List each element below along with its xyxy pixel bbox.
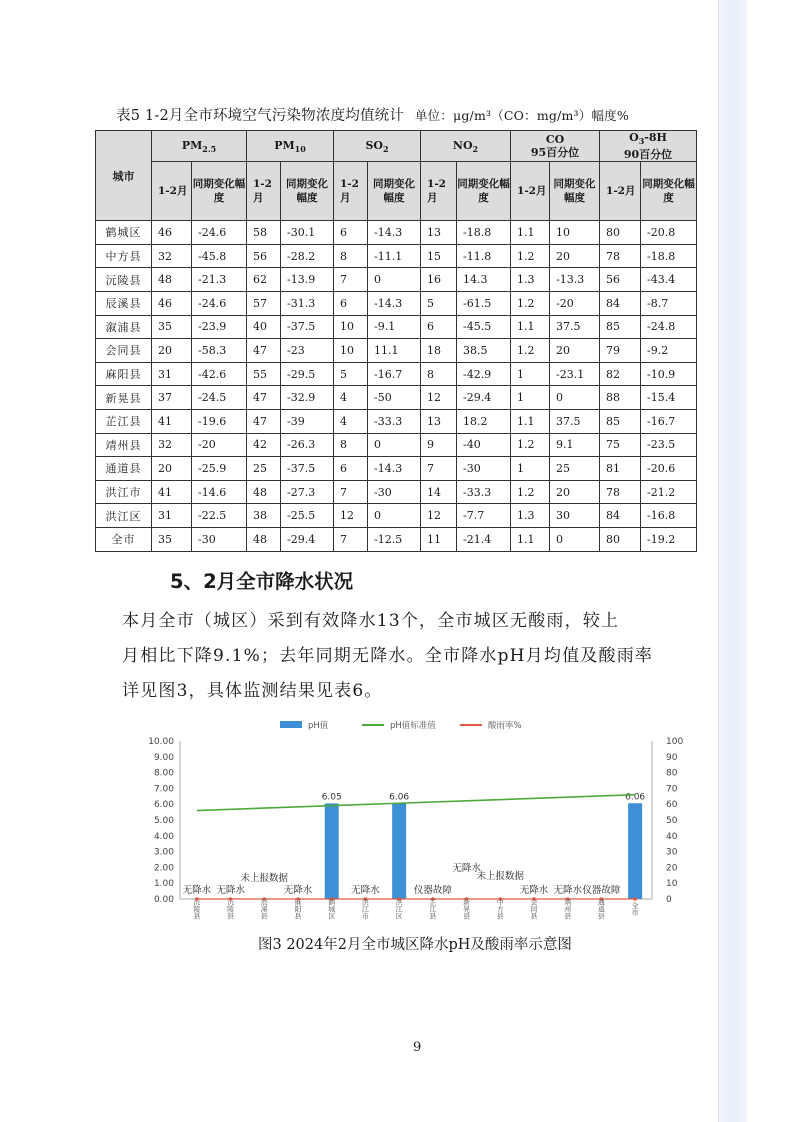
city-cell: 麻阳县 xyxy=(96,362,152,386)
value-cell: 41 xyxy=(152,409,192,433)
value-cell: 1.1 xyxy=(511,315,550,339)
value-cell: 42 xyxy=(247,433,281,457)
value-cell: -39 xyxy=(281,409,334,433)
value-cell: -14.6 xyxy=(192,480,247,504)
value-cell: -25.5 xyxy=(281,504,334,528)
pollutant-header: CO 95百分位 xyxy=(511,131,600,162)
y-right-tick-label: 80 xyxy=(666,768,678,779)
value-cell: 10 xyxy=(334,339,368,363)
value-cell: -43.4 xyxy=(641,268,697,292)
value-cell: -27.3 xyxy=(281,480,334,504)
value-cell: -12.5 xyxy=(368,527,421,551)
table-row xyxy=(96,291,697,315)
period-subheader: 1-2月 xyxy=(511,162,550,221)
value-cell: -20.8 xyxy=(641,221,697,245)
value-cell: -31.3 xyxy=(281,291,334,315)
table-caption-title: 表5 1-2月全市环境空气污染物浓度均值统计 xyxy=(116,108,405,124)
value-cell: 88 xyxy=(600,386,641,410)
value-cell: 20 xyxy=(550,244,600,268)
value-cell: 16 xyxy=(421,268,457,292)
city-cell: 鹤城区 xyxy=(96,221,152,245)
paragraph-line-3: 详见图3，具体监测结果见表6。 xyxy=(122,681,383,701)
value-cell: 62 xyxy=(247,268,281,292)
y-right-tick-label: 50 xyxy=(666,816,678,826)
value-cell: 1.2 xyxy=(511,433,550,457)
period-subheader: 1-2月 xyxy=(247,162,281,221)
value-cell: 4 xyxy=(334,386,368,410)
ph-bar-label: 6.06 xyxy=(625,792,646,803)
table-row xyxy=(96,457,697,481)
pollutant-table xyxy=(95,130,697,552)
value-cell: 8 xyxy=(421,362,457,386)
ph-chart xyxy=(140,713,696,945)
ph-bar xyxy=(392,803,406,899)
value-cell: 84 xyxy=(600,291,641,315)
status-label: 无降水 xyxy=(216,885,245,896)
category-label: 通道县 xyxy=(597,898,606,920)
change-subheader: 同期变化幅度 xyxy=(641,162,697,221)
value-cell: 31 xyxy=(152,362,192,386)
category-label: 洪江区 xyxy=(395,898,404,920)
value-cell: 6 xyxy=(334,221,368,245)
value-cell: 7 xyxy=(334,480,368,504)
y-left-tick-label: 0.00 xyxy=(153,895,174,905)
ph-bar-label: 6.06 xyxy=(389,792,410,803)
value-cell: -40 xyxy=(457,433,511,457)
table-row xyxy=(96,433,697,457)
table-row xyxy=(96,339,697,363)
value-cell: -9.1 xyxy=(368,315,421,339)
table-row xyxy=(96,362,697,386)
value-cell: 57 xyxy=(247,291,281,315)
value-cell: -42.9 xyxy=(457,362,511,386)
category-label: 全市 xyxy=(631,902,640,916)
value-cell: 48 xyxy=(247,480,281,504)
section-heading: 5、2月全市降水状况 xyxy=(170,570,354,593)
pollutant-header: $O_3-8H$ 90百分位 xyxy=(600,131,697,162)
value-cell: 85 xyxy=(600,315,641,339)
value-cell: 9 xyxy=(421,433,457,457)
value-cell: 6 xyxy=(334,291,368,315)
y-right-tick-label: 10 xyxy=(666,879,678,890)
value-cell: 58 xyxy=(247,221,281,245)
value-cell: 13 xyxy=(421,221,457,245)
category-label: 会同县 xyxy=(530,898,538,920)
value-cell: -37.5 xyxy=(281,315,334,339)
value-cell: 13 xyxy=(421,409,457,433)
value-cell: -33.3 xyxy=(368,409,421,433)
y-right-tick-label: 60 xyxy=(666,800,678,811)
value-cell: 81 xyxy=(600,457,641,481)
value-cell: -22.5 xyxy=(192,504,247,528)
change-subheader: 同期变化幅度 xyxy=(550,162,600,221)
category-label: 芷江县 xyxy=(428,898,437,920)
table-row xyxy=(96,480,697,504)
value-cell: 1.3 xyxy=(511,504,550,528)
y-right-tick-label: 90 xyxy=(666,752,678,763)
value-cell: -8.7 xyxy=(641,291,697,315)
value-cell: 35 xyxy=(152,527,192,551)
y-right-tick-label: 20 xyxy=(666,863,678,874)
value-cell: -13.3 xyxy=(550,268,600,292)
value-cell: 25 xyxy=(247,457,281,481)
value-cell: 1.2 xyxy=(511,291,550,315)
value-cell: 80 xyxy=(600,527,641,551)
value-cell: 48 xyxy=(152,268,192,292)
value-cell: 38.5 xyxy=(457,339,511,363)
period-subheader: 1-2月 xyxy=(421,162,457,221)
legend-swatch-bar xyxy=(280,721,302,728)
value-cell: -29.5 xyxy=(281,362,334,386)
city-cell: 中方县 xyxy=(96,244,152,268)
category-label: 新晃县 xyxy=(462,898,471,920)
y-left-tick-label: 4.00 xyxy=(153,831,174,842)
value-cell: 78 xyxy=(600,244,641,268)
value-cell: -7.7 xyxy=(457,504,511,528)
y-left-tick-label: 1.00 xyxy=(153,879,174,890)
acid-rain-point xyxy=(633,897,637,901)
value-cell: 15 xyxy=(421,244,457,268)
value-cell: 48 xyxy=(247,527,281,551)
ph-bar-label: 6.05 xyxy=(321,792,342,803)
value-cell: -30 xyxy=(192,527,247,551)
value-cell: 6 xyxy=(334,457,368,481)
table-row xyxy=(96,386,697,410)
period-subheader: 1-2月 xyxy=(152,162,192,221)
value-cell: 1 xyxy=(511,457,550,481)
value-cell: -23.1 xyxy=(550,362,600,386)
city-cell: 洪江区 xyxy=(96,504,152,528)
y-left-tick-label: 9.00 xyxy=(153,752,174,763)
value-cell: 85 xyxy=(600,409,641,433)
value-cell: -14.3 xyxy=(368,221,421,245)
value-cell: 10 xyxy=(550,221,600,245)
value-cell: -14.3 xyxy=(368,457,421,481)
value-cell: 37.5 xyxy=(550,315,600,339)
value-cell: -32.9 xyxy=(281,386,334,410)
value-cell: 8 xyxy=(334,433,368,457)
value-cell: 5 xyxy=(334,362,368,386)
y-right-tick-label: 40 xyxy=(666,831,678,842)
value-cell: -10.9 xyxy=(641,362,697,386)
value-cell: -30.1 xyxy=(281,221,334,245)
value-cell: -30 xyxy=(457,457,511,481)
value-cell: -20.6 xyxy=(641,457,697,481)
value-cell: 1.3 xyxy=(511,268,550,292)
pollutant-header: $PM_{10}$ xyxy=(247,131,334,162)
value-cell: 20 xyxy=(152,339,192,363)
value-cell: -11.1 xyxy=(368,244,421,268)
value-cell: 1.1 xyxy=(511,221,550,245)
ph-chart-svg xyxy=(140,713,696,933)
value-cell: 0 xyxy=(368,433,421,457)
y-left-tick-label: 7.00 xyxy=(153,784,174,795)
value-cell: -45.8 xyxy=(192,244,247,268)
value-cell: 40 xyxy=(247,315,281,339)
value-cell: 14.3 xyxy=(457,268,511,292)
status-label: 未上报数据 xyxy=(240,873,289,884)
value-cell: 20 xyxy=(550,480,600,504)
value-cell: 0 xyxy=(550,386,600,410)
value-cell: 56 xyxy=(247,244,281,268)
value-cell: 20 xyxy=(550,339,600,363)
value-cell: 56 xyxy=(600,268,641,292)
value-cell: 32 xyxy=(152,244,192,268)
value-cell: 11 xyxy=(421,527,457,551)
table-row xyxy=(96,268,697,292)
value-cell: -58.3 xyxy=(192,339,247,363)
value-cell: -16.8 xyxy=(641,504,697,528)
change-subheader: 同期变化幅度 xyxy=(192,162,247,221)
value-cell: -29.4 xyxy=(281,527,334,551)
value-cell: -61.5 xyxy=(457,291,511,315)
value-cell: 80 xyxy=(600,221,641,245)
table-caption xyxy=(116,104,716,125)
figure-caption: 图3 2024年2月全市城区降水pH及酸雨率示意图 xyxy=(258,937,572,953)
value-cell: -23.9 xyxy=(192,315,247,339)
table-row xyxy=(96,527,697,551)
value-cell: -24.6 xyxy=(192,291,247,315)
y-left-tick-label: 5.00 xyxy=(153,816,174,826)
value-cell: -50 xyxy=(368,386,421,410)
category-label: 辰溪县 xyxy=(260,898,269,920)
legend-label: pH值标准值 xyxy=(390,721,436,731)
value-cell: 25 xyxy=(550,457,600,481)
value-cell: 18.2 xyxy=(457,409,511,433)
value-cell: 10 xyxy=(334,315,368,339)
value-cell: -19.6 xyxy=(192,409,247,433)
value-cell: -30 xyxy=(368,480,421,504)
value-cell: -21.3 xyxy=(192,268,247,292)
value-cell: 79 xyxy=(600,339,641,363)
category-label: 沅陵县 xyxy=(226,898,235,920)
value-cell: -20 xyxy=(550,291,600,315)
legend-label: pH值 xyxy=(308,721,329,731)
value-cell: 0 xyxy=(368,504,421,528)
table-row xyxy=(96,244,697,268)
value-cell: -24.6 xyxy=(192,221,247,245)
value-cell: 1 xyxy=(511,362,550,386)
legend-label: 酸雨率% xyxy=(488,721,522,731)
value-cell: 7 xyxy=(334,268,368,292)
pollutant-header: $PM_{2.5}$ xyxy=(152,131,247,162)
ph-bar xyxy=(325,803,339,899)
value-cell: 1.2 xyxy=(511,244,550,268)
value-cell: 55 xyxy=(247,362,281,386)
category-label: 洪江市 xyxy=(361,898,370,920)
value-cell: -25.9 xyxy=(192,457,247,481)
status-label: 无降水 xyxy=(519,885,549,896)
value-cell: 1 xyxy=(511,386,550,410)
status-label: 仪器故障 xyxy=(582,885,621,896)
value-cell: -18.8 xyxy=(457,221,511,245)
y-left-tick-label: 2.00 xyxy=(153,863,174,874)
table-row xyxy=(96,409,697,433)
value-cell: 32 xyxy=(152,433,192,457)
binding-strip xyxy=(718,0,747,1122)
status-label: 未上报数据 xyxy=(476,871,525,882)
value-cell: 5 xyxy=(421,291,457,315)
value-cell: -14.3 xyxy=(368,291,421,315)
value-cell: -45.5 xyxy=(457,315,511,339)
page-number: 9 xyxy=(413,1040,422,1055)
value-cell: 8 xyxy=(334,244,368,268)
value-cell: 78 xyxy=(600,480,641,504)
period-subheader: 1-2月 xyxy=(600,162,641,221)
value-cell: -9.2 xyxy=(641,339,697,363)
value-cell: 12 xyxy=(421,386,457,410)
city-cell: 新晃县 xyxy=(96,386,152,410)
city-cell: 全市 xyxy=(96,527,152,551)
value-cell: 0 xyxy=(550,527,600,551)
city-cell: 溆浦县 xyxy=(96,315,152,339)
value-cell: 38 xyxy=(247,504,281,528)
value-cell: -20 xyxy=(192,433,247,457)
city-header: 城市 xyxy=(96,131,152,221)
change-subheader: 同期变化幅度 xyxy=(457,162,511,221)
value-cell: -16.7 xyxy=(641,409,697,433)
value-cell: 75 xyxy=(600,433,641,457)
city-cell: 通道县 xyxy=(96,457,152,481)
value-cell: 31 xyxy=(152,504,192,528)
value-cell: 6 xyxy=(421,315,457,339)
y-left-tick-label: 6.00 xyxy=(153,800,174,811)
value-cell: -19.2 xyxy=(641,527,697,551)
paragraph-line-1: 本月全市（城区）采到有效降水13个，全市城区无酸雨，较上 xyxy=(122,611,620,631)
table-row xyxy=(96,315,697,339)
value-cell: 30 xyxy=(550,504,600,528)
value-cell: 0 xyxy=(368,268,421,292)
value-cell: 1.1 xyxy=(511,409,550,433)
category-label: 中方县 xyxy=(496,898,505,920)
value-cell: -24.8 xyxy=(641,315,697,339)
value-cell: 20 xyxy=(152,457,192,481)
value-cell: -11.8 xyxy=(457,244,511,268)
value-cell: 41 xyxy=(152,480,192,504)
period-subheader: 1-2月 xyxy=(334,162,368,221)
y-right-tick-label: 70 xyxy=(666,784,678,795)
value-cell: 35 xyxy=(152,315,192,339)
value-cell: 7 xyxy=(334,527,368,551)
pollutant-header: $SO_2$ xyxy=(334,131,421,162)
status-label: 仪器故障 xyxy=(413,885,452,896)
status-label: 无降水 xyxy=(283,885,313,896)
city-cell: 芷江县 xyxy=(96,409,152,433)
value-cell: 46 xyxy=(152,291,192,315)
value-cell: -42.6 xyxy=(192,362,247,386)
y-right-tick-label: 30 xyxy=(666,847,678,858)
value-cell: -13.9 xyxy=(281,268,334,292)
city-cell: 会同县 xyxy=(96,339,152,363)
change-subheader: 同期变化幅度 xyxy=(281,162,334,221)
value-cell: 47 xyxy=(247,339,281,363)
y-right-tick-label: 100 xyxy=(666,737,684,747)
value-cell: -29.4 xyxy=(457,386,511,410)
value-cell: -16.7 xyxy=(368,362,421,386)
status-label: 无降水 xyxy=(351,885,380,896)
value-cell: 4 xyxy=(334,409,368,433)
category-label: 沅陵县 xyxy=(192,898,201,920)
value-cell: -26.3 xyxy=(281,433,334,457)
value-cell: 37.5 xyxy=(550,409,600,433)
value-cell: 47 xyxy=(247,386,281,410)
value-cell: 37 xyxy=(152,386,192,410)
status-label: 无降水 xyxy=(553,885,582,896)
table-row xyxy=(96,504,697,528)
value-cell: -21.2 xyxy=(641,480,697,504)
value-cell: 1.2 xyxy=(511,480,550,504)
value-cell: 11.1 xyxy=(368,339,421,363)
pollutant-header: $NO_2$ xyxy=(421,131,511,162)
category-label: 鹤城区 xyxy=(327,898,336,920)
value-cell: -21.4 xyxy=(457,527,511,551)
value-cell: 7 xyxy=(421,457,457,481)
change-subheader: 同期变化幅度 xyxy=(368,162,421,221)
value-cell: -37.5 xyxy=(281,457,334,481)
value-cell: 1.2 xyxy=(511,339,550,363)
value-cell: 46 xyxy=(152,221,192,245)
value-cell: 9.1 xyxy=(550,433,600,457)
y-left-tick-label: 8.00 xyxy=(153,768,174,779)
value-cell: -18.8 xyxy=(641,244,697,268)
value-cell: 12 xyxy=(334,504,368,528)
city-cell: 辰溪县 xyxy=(96,291,152,315)
paragraph-line-2: 月相比下降9.1%；去年同期无降水。全市降水pH月均值及酸雨率 xyxy=(122,646,654,666)
value-cell: -23 xyxy=(281,339,334,363)
value-cell: -24.5 xyxy=(192,386,247,410)
category-label: 靖州县 xyxy=(563,898,572,920)
status-label: 无降水 xyxy=(182,885,212,896)
ph-bar xyxy=(628,803,642,899)
value-cell: 18 xyxy=(421,339,457,363)
table-row xyxy=(96,221,697,245)
category-label: 麻阳县 xyxy=(294,898,302,920)
value-cell: -33.3 xyxy=(457,480,511,504)
value-cell: 14 xyxy=(421,480,457,504)
value-cell: 12 xyxy=(421,504,457,528)
y-left-tick-label: 3.00 xyxy=(153,847,174,858)
city-cell: 沅陵县 xyxy=(96,268,152,292)
city-cell: 洪江市 xyxy=(96,480,152,504)
status-label: 无降水 xyxy=(452,863,481,874)
value-cell: 1.1 xyxy=(511,527,550,551)
table-caption-unit: 单位：μg/m³（CO：mg/m³）幅度% xyxy=(414,108,629,123)
y-right-tick-label: 0 xyxy=(666,895,672,905)
value-cell: -15.4 xyxy=(641,386,697,410)
value-cell: 47 xyxy=(247,409,281,433)
ph-standard-line xyxy=(197,795,635,811)
city-cell: 靖州县 xyxy=(96,433,152,457)
value-cell: 84 xyxy=(600,504,641,528)
value-cell: -23.5 xyxy=(641,433,697,457)
value-cell: 82 xyxy=(600,362,641,386)
value-cell: -28.2 xyxy=(281,244,334,268)
y-left-tick-label: 10.00 xyxy=(148,737,174,747)
